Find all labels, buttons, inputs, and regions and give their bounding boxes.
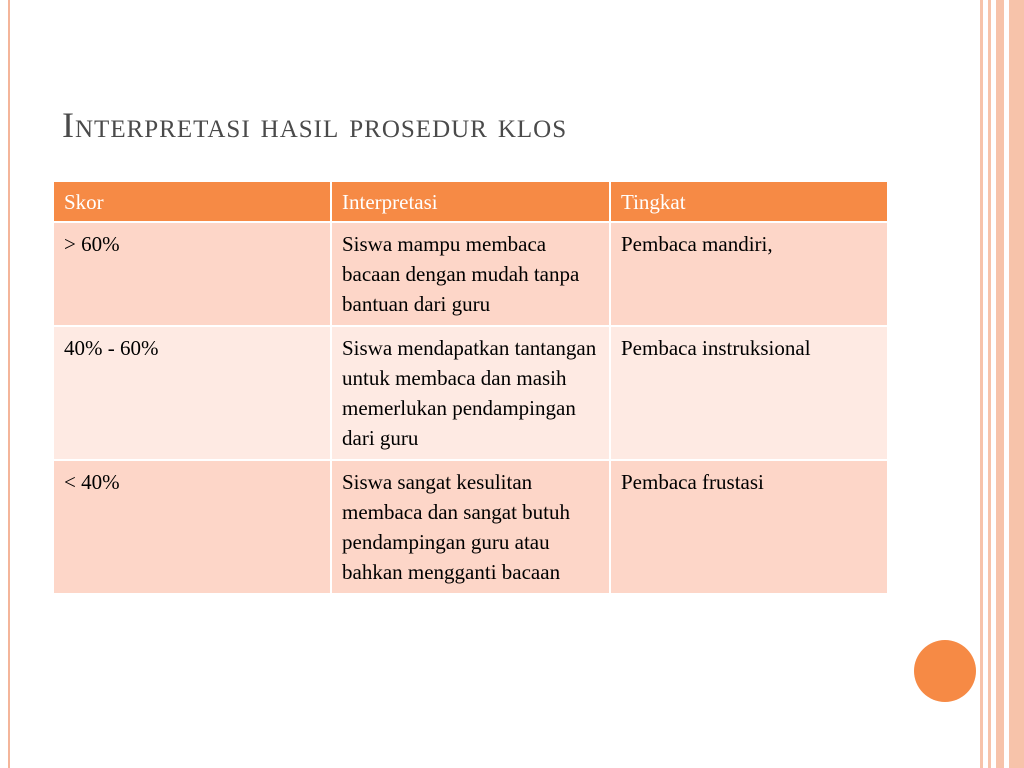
decorative-orange-circle	[914, 640, 976, 702]
table-header-row	[53, 181, 888, 222]
cell-tingkat: Pembaca instruksional	[610, 326, 888, 460]
right-decorative-stripes	[978, 0, 1024, 768]
cell-skor: 40% - 60%	[53, 326, 331, 460]
cell-skor: > 60%	[53, 222, 331, 326]
cell-interpretasi: Siswa sangat kesulitan membaca dan sangat butuh pendampingan guru atau bahkan mengganti bacaan	[331, 460, 610, 594]
cell-interpretasi: Siswa mampu membaca bacaan dengan mudah tanpa bantuan dari guru	[331, 222, 610, 326]
header-tingkat: Tingkat	[610, 181, 888, 222]
left-border-line	[8, 0, 10, 768]
cell-interpretasi: Siswa mendapatkan tantangan untuk membaca dan masih memerlukan pendampingan dari guru	[331, 326, 610, 460]
header-interpretasi: Interpretasi	[331, 181, 610, 222]
table-row	[53, 460, 888, 594]
cell-tingkat: Pembaca frustasi	[610, 460, 888, 594]
interpretation-table	[52, 180, 889, 595]
header-skor: Skor	[53, 181, 331, 222]
cell-tingkat: Pembaca mandiri,	[610, 222, 888, 326]
cell-skor: < 40%	[53, 460, 331, 594]
table-row	[53, 326, 888, 460]
table-row	[53, 222, 888, 326]
slide-title: Interpretasi hasil prosedur klos	[62, 105, 568, 145]
